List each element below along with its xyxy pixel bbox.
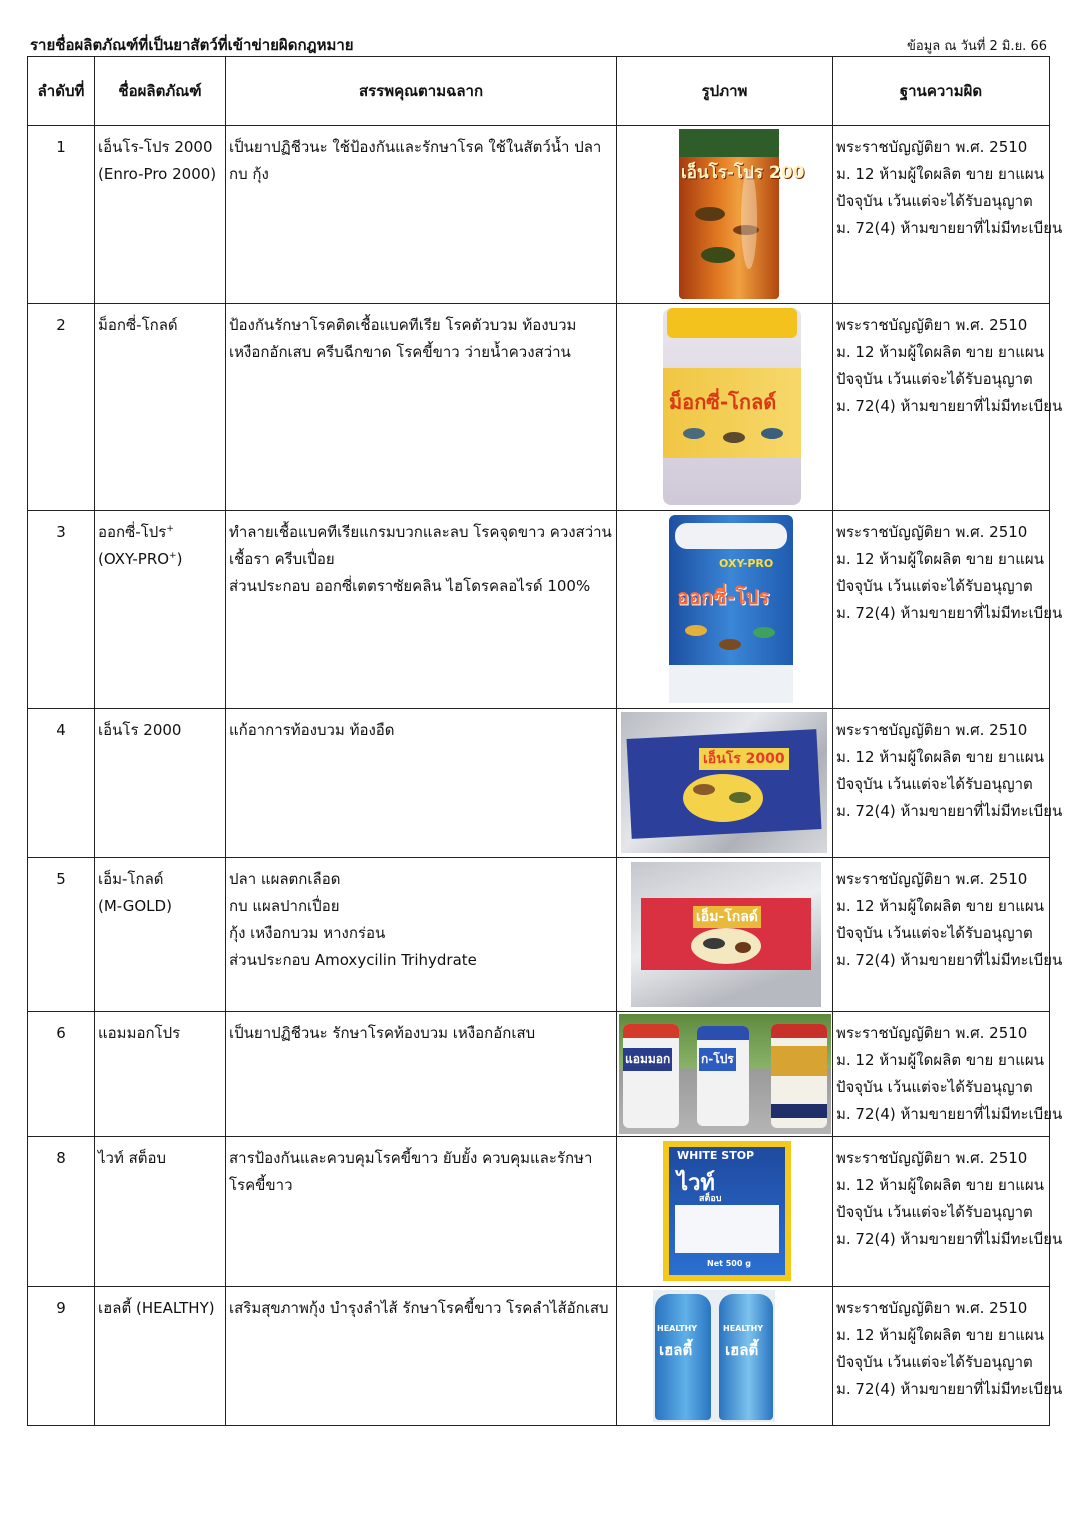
product-name: เอ็นโร 2000 [98,721,182,739]
product-name-cell [95,709,226,858]
product-name: แอมมอกโปร [98,1024,181,1042]
row-number-cell [28,1137,95,1287]
product-photo-bottle [679,129,805,299]
property-text: กุ้ง เหงือกบวม หางกร่อน [229,924,386,942]
fish-icon [723,432,745,443]
fish-icon [753,627,775,638]
product-name-english: (OXY-PRO+) [98,550,183,568]
product-image-cell [617,126,833,304]
properties-cell [226,1137,617,1287]
bottle-label-top-text: HEALTHY [723,1324,764,1333]
product-photo-group [619,1014,831,1134]
property-text: เป็นยาปฏิชีวนะ ใช้ป้องกันและรักษาโรค ใช้ในสัตว์น้ำ ปลา กบ กุ้ง [229,138,602,183]
offense-line: พระราชบัญญัติยา พ.ศ. 2510 [836,1149,1028,1167]
bag-label-text: เอ็ม-โกลด์ [693,906,761,928]
row-number-cell [28,304,95,511]
jar-label-text: ม็อกซี่-โกลด์ [669,390,777,414]
row-number-cell [28,1012,95,1137]
offense-cell [833,858,1063,1012]
fish-icon [693,784,715,795]
bottle-label-text: เฮลตี้ [725,1341,759,1359]
properties-cell [226,126,617,304]
offense-line: ม. 12 ห้ามผู้ใดผลิต ขาย ยาแผน [836,550,1044,568]
product-image-cell [617,1137,833,1287]
bag-label-top-text: WHITE STOP [677,1149,755,1162]
property-text: เป็นยาปฏิชีวนะ รักษาโรคท้องบวม เหงือกอักเสบ [229,1024,536,1042]
bag-label-text: ไวท์ [677,1171,715,1196]
column-header-no: ลำดับที่ [28,57,95,126]
property-text: ปลา แผลตกเลือด [229,870,341,888]
row-number: 4 [56,721,66,739]
product-name-cell [95,511,226,709]
offense-line: ปัจจุบัน เว้นแต่จะได้รับอนุญาต [836,192,1033,210]
row-number-cell [28,858,95,1012]
bag-label-text: เอ็นโร 2000 [699,748,789,770]
table-row [28,1137,1050,1287]
frog-icon [701,247,735,263]
properties-cell [226,511,617,709]
product-name: เอ็ม-โกลด์ [98,870,164,888]
jar-label-text: ก-โปร [699,1048,736,1071]
row-number: 9 [56,1299,66,1317]
property-text: แก้อาการท้องบวม ท้องอืด [229,721,395,739]
offense-line: ม. 12 ห้ามผู้ใดผลิต ขาย ยาแผน [836,1176,1044,1194]
offense-line: ม. 72(4) ห้ามขายยาที่ไม่มีทะเบียน [836,604,1063,622]
product-image-cell [617,304,833,511]
document-title: รายชื่อผลิตภัณฑ์ที่เป็นยาสัตว์ที่เข้าข่ายผิดกฎหมาย [30,36,354,54]
product-name-cell [95,858,226,1012]
fish-icon [761,428,783,439]
row-number: 5 [56,870,66,888]
offense-line: ปัจจุบัน เว้นแต่จะได้รับอนุญาต [836,775,1033,793]
table-row [28,1287,1050,1426]
property-text: เสริมสุขภาพกุ้ง บำรุงลำไส้ รักษาโรคขี้ขาว โรคลำไส้อักเสบ [229,1299,609,1317]
product-name: ออกซี่-โปร+ [98,523,174,541]
offense-line: ม. 72(4) ห้ามขายยาที่ไม่มีทะเบียน [836,1380,1063,1398]
offense-line: ปัจจุบัน เว้นแต่จะได้รับอนุญาต [836,924,1033,942]
fish-icon [719,639,741,650]
offense-line: ม. 72(4) ห้ามขายยาที่ไม่มีทะเบียน [836,219,1063,237]
property-text: ส่วนประกอบ ออกซี่เตตราซัยคลิน ไฮโดรคลอไรด์ 100% [229,577,591,595]
properties-cell [226,1287,617,1426]
row-number: 8 [56,1149,66,1167]
property-text: ทำลายเชื้อแบคทีเรียแกรมบวกและลบ โรคจุดขาว ควงสว่าน เชื้อรา ครีบเปื่อย [229,523,612,568]
product-name: เอ็นโร-โปร 2000 [98,138,213,156]
row-number: 6 [56,1024,66,1042]
offense-cell [833,304,1063,511]
bag-net-weight-text: Net 500 g [707,1259,751,1268]
offense-line: ม. 12 ห้ามผู้ใดผลิต ขาย ยาแผน [836,165,1044,183]
table-row [28,126,1050,304]
table-row [28,304,1050,511]
offense-cell [833,511,1063,709]
row-number: 2 [56,316,66,334]
offense-line: ม. 12 ห้ามผู้ใดผลิต ขาย ยาแผน [836,1326,1044,1344]
product-name-cell [95,304,226,511]
product-name: ม็อกซี่-โกลด์ [98,316,178,334]
jar-label-top-text: OXY-PRO [719,557,774,570]
product-name-cell [95,1012,226,1137]
property-text: กบ แผลปากเปื่อย [229,897,340,915]
column-header-name: ชื่อผลิตภัณฑ์ [95,57,226,126]
row-number: 3 [56,523,66,541]
product-photo-bag [621,712,827,853]
product-image-cell [617,511,833,709]
product-name-cell [95,1137,226,1287]
offense-line: ม. 72(4) ห้ามขายยาที่ไม่มีทะเบียน [836,951,1063,969]
bottle-label-text: เฮลตี้ [659,1341,693,1359]
offense-line: ม. 72(4) ห้ามขายยาที่ไม่มีทะเบียน [836,1105,1063,1123]
property-text: ส่วนประกอบ Amoxycilin Trihydrate [229,951,477,969]
bag-label-small-text: สต็อบ [699,1194,722,1204]
offense-line: ปัจจุบัน เว้นแต่จะได้รับอนุญาต [836,1203,1033,1221]
bottle-label-top-text: HEALTHY [657,1324,698,1333]
table-row [28,709,1050,858]
offense-line: พระราชบัญญัติยา พ.ศ. 2510 [836,316,1028,334]
offense-line: พระราชบัญญัติยา พ.ศ. 2510 [836,138,1028,156]
offense-line: ม. 12 ห้ามผู้ใดผลิต ขาย ยาแผน [836,1051,1044,1069]
offense-line: พระราชบัญญัติยา พ.ศ. 2510 [836,523,1028,541]
offense-line: ม. 12 ห้ามผู้ใดผลิต ขาย ยาแผน [836,897,1044,915]
property-text: สารป้องกันและควบคุมโรคขี้ขาว ยับยั้ง ควบคุมและรักษาโรคขี้ขาว [229,1149,593,1194]
product-image-cell [617,709,833,858]
offense-line: ม. 72(4) ห้ามขายยาที่ไม่มีทะเบียน [836,1230,1063,1248]
offense-line: พระราชบัญญัติยา พ.ศ. 2510 [836,1024,1028,1042]
table-row [28,1012,1050,1137]
offense-cell [833,709,1063,858]
fish-icon [703,938,725,949]
offense-line: ม. 72(4) ห้ามขายยาที่ไม่มีทะเบียน [836,397,1063,415]
product-image-cell [617,1012,833,1137]
column-header-offense: ฐานความผิด [833,57,1050,126]
properties-cell [226,304,617,511]
offense-cell [833,126,1063,304]
offense-line: ปัจจุบัน เว้นแต่จะได้รับอนุญาต [836,1353,1033,1371]
row-number-cell [28,511,95,709]
offense-cell [833,1012,1063,1137]
product-image-cell [617,1287,833,1426]
properties-cell [226,858,617,1012]
offense-line: ปัจจุบัน เว้นแต่จะได้รับอนุญาต [836,370,1033,388]
row-number-cell [28,126,95,304]
offense-line: พระราชบัญญัติยา พ.ศ. 2510 [836,870,1028,888]
table-row [28,511,1050,709]
products-table [27,56,1063,1426]
property-text: ป้องกันรักษาโรคติดเชื้อแบคทีเรีย โรคตัวบวม ท้องบวม เหงือกอักเสบ ครีบฉีกขาด โรคขี้ขาว ว่ายน้ำควงสว่าน [229,316,577,361]
row-number: 1 [56,138,66,156]
offense-line: ม. 12 ห้ามผู้ใดผลิต ขาย ยาแผน [836,343,1044,361]
row-number-cell [28,709,95,858]
product-photo-bag [663,1141,791,1281]
jar-label-text: ออกซี่-โปร [677,585,770,609]
column-header-image: รูปภาพ [617,57,833,126]
data-date-note: ข้อมูล ณ วันที่ 2 มิ.ย. 66 [907,39,1047,54]
properties-cell [226,709,617,858]
offense-line: ม. 12 ห้ามผู้ใดผลิต ขาย ยาแผน [836,748,1044,766]
product-photo-bag [631,862,821,1007]
table-header-row [28,57,1050,126]
fish-icon [683,428,705,439]
fish-icon [685,625,707,636]
offense-line: ปัจจุบัน เว้นแต่จะได้รับอนุญาต [836,577,1033,595]
column-header-properties: สรรพคุณตามฉลาก [226,57,617,126]
row-number-cell [28,1287,95,1426]
offense-line: ปัจจุบัน เว้นแต่จะได้รับอนุญาต [836,1078,1033,1096]
table-row [28,858,1050,1012]
product-image-cell [617,858,833,1012]
fish-icon [695,207,725,221]
product-name-cell [95,126,226,304]
product-photo-jar [669,515,793,703]
product-name-english: (Enro-Pro 2000) [98,165,217,183]
bottle-label-text: เอ็นโร-โปร 200 [681,163,805,183]
jar-label-text: แอมมอก [623,1048,672,1071]
product-name-cell [95,1287,226,1426]
product-photo-bottles [653,1290,775,1422]
offense-line: พระราชบัญญัติยา พ.ศ. 2510 [836,721,1028,739]
fish-icon [735,942,751,953]
fish-icon [729,792,751,803]
offense-line: พระราชบัญญัติยา พ.ศ. 2510 [836,1299,1028,1317]
product-photo-jar [663,308,801,505]
product-name: เฮลตี้ (HEALTHY) [98,1299,215,1317]
properties-cell [226,1012,617,1137]
offense-line: ม. 72(4) ห้ามขายยาที่ไม่มีทะเบียน [836,802,1063,820]
offense-cell [833,1287,1063,1426]
product-name-english: (M-GOLD) [98,897,172,915]
offense-cell [833,1137,1063,1287]
product-name: ไวท์ สต็อบ [98,1149,167,1167]
